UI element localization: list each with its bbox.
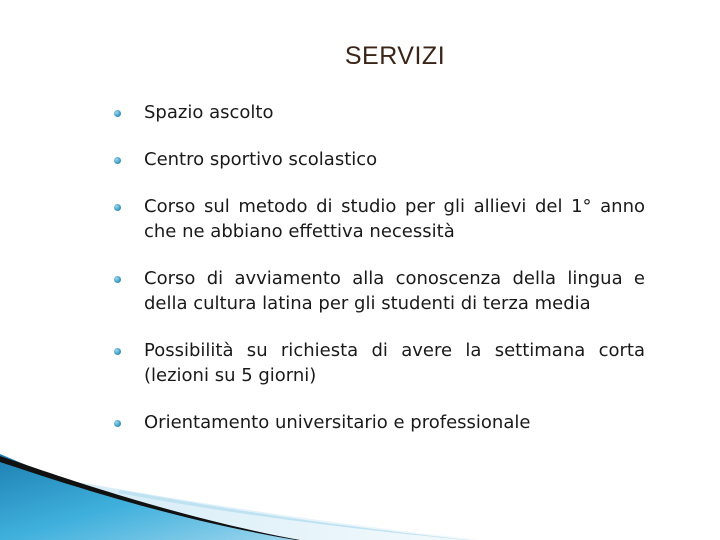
bullet-text: Possibilità su richiesta di avere la settimana corta (lezioni su 5 giorni) (144, 340, 645, 386)
bullet-text: Centro sportivo scolastico (144, 149, 378, 170)
bullet-text: Orientamento universitario e professionale (144, 412, 531, 433)
bullet-item-6 (110, 410, 645, 435)
bullet-dot-icon (114, 110, 121, 117)
bullet-item-4 (110, 266, 645, 316)
bullet-list (110, 100, 645, 457)
bullet-item-3 (110, 194, 645, 244)
slide-title: SERVIZI (344, 42, 446, 70)
bullet-text: Corso di avviamento alla conoscenza della lingua e della cultura latina per gli studenti di terza media (144, 268, 645, 314)
bullet-item-2 (110, 147, 645, 172)
bullet-text: Spazio ascolto (144, 102, 274, 123)
bullet-dot-icon (114, 420, 121, 427)
bullet-dot-icon (114, 348, 121, 355)
bullet-dot-icon (114, 157, 121, 164)
bullet-dot-icon (114, 204, 121, 211)
bullet-text: Corso sul metodo di studio per gli allievi del 1° anno che ne abbiano effettiva necessità (144, 196, 645, 242)
bullet-dot-icon (114, 276, 121, 283)
corner-decoration (0, 440, 720, 540)
bullet-item-1 (110, 100, 645, 125)
bullet-item-5 (110, 338, 645, 388)
